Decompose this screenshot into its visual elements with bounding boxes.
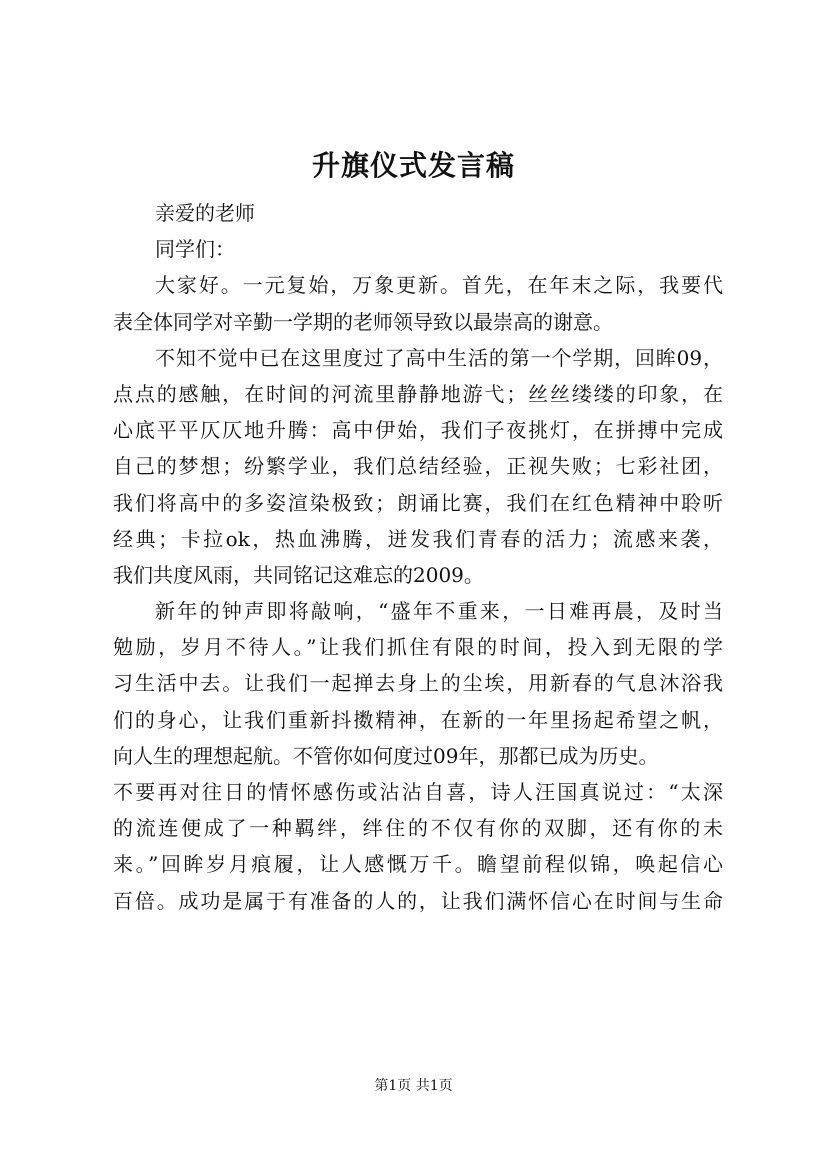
paragraph-line: 心底平平仄仄地升腾：高中伊始，我们子夜挑灯，在拼搏中完成 [113,418,723,443]
paragraph-line: 勉励，岁月不待人。”让我们抓住有限的时间，投入到无限的学 [113,635,723,660]
paragraph-line: 我们将高中的多姿渲染极致；朗诵比赛，我们在红色精神中聆听 [113,490,723,515]
document-title: 升旗仪式发言稿 [311,149,515,182]
paragraph-line: 向人生的理想起航。不管你如何度过09年，那都已成为历史。 [113,743,659,768]
salutation-line-2: 同学们： [155,237,235,262]
document-body [113,195,723,919]
paragraph-line: 不知不觉中已在这里度过了高中生活的第一个学期，回眸09， [155,345,723,370]
paragraph-line: 百倍。成功是属于有准备的人的，让我们满怀信心在时间与生命 [113,888,723,913]
paragraph-line: 们的身心，让我们重新抖擞精神，在新的一年里扬起希望之帆， [113,707,723,732]
paragraph-line: 大家好。一元复始，万象更新。首先，在年末之际，我要代 [155,273,723,298]
paragraph-line: 表全体同学对辛勤一学期的老师领导致以最崇高的谢意。 [113,309,613,334]
paragraph-line: 不要再对往日的情怀感伤或沾沾自喜，诗人汪国真说过：“太深 [113,780,723,804]
page-footer: 第1页 共1页 [374,1078,453,1094]
paragraph-line: 我们共度风雨，共同铭记这难忘的2009。 [113,562,484,587]
paragraph-line: 点点的感触，在时间的河流里静静地游弋；丝丝缕缕的印象，在 [113,381,723,406]
paragraph-line: 习生活中去。让我们一起掸去身上的尘埃，用新春的气息沐浴我 [113,671,723,696]
paragraph-line: 来。”回眸岁月痕履，让人感慨万千。瞻望前程似锦，唤起信心 [113,852,723,877]
salutation-line-1: 亲爱的老师 [155,201,255,225]
paragraph-line: 自己的梦想；纷繁学业，我们总结经验，正视失败；七彩社团， [113,454,723,479]
paragraph-line: 新年的钟声即将敲响，“盛年不重来，一日难再晨，及时当 [155,599,723,624]
paragraph-line: 的流连便成了一种羁绊，绊住的不仅有你的双脚，还有你的未 [113,816,723,841]
paragraph-line: 经典；卡拉ok，热血沸腾，迸发我们青春的活力；流感来袭， [113,526,723,551]
